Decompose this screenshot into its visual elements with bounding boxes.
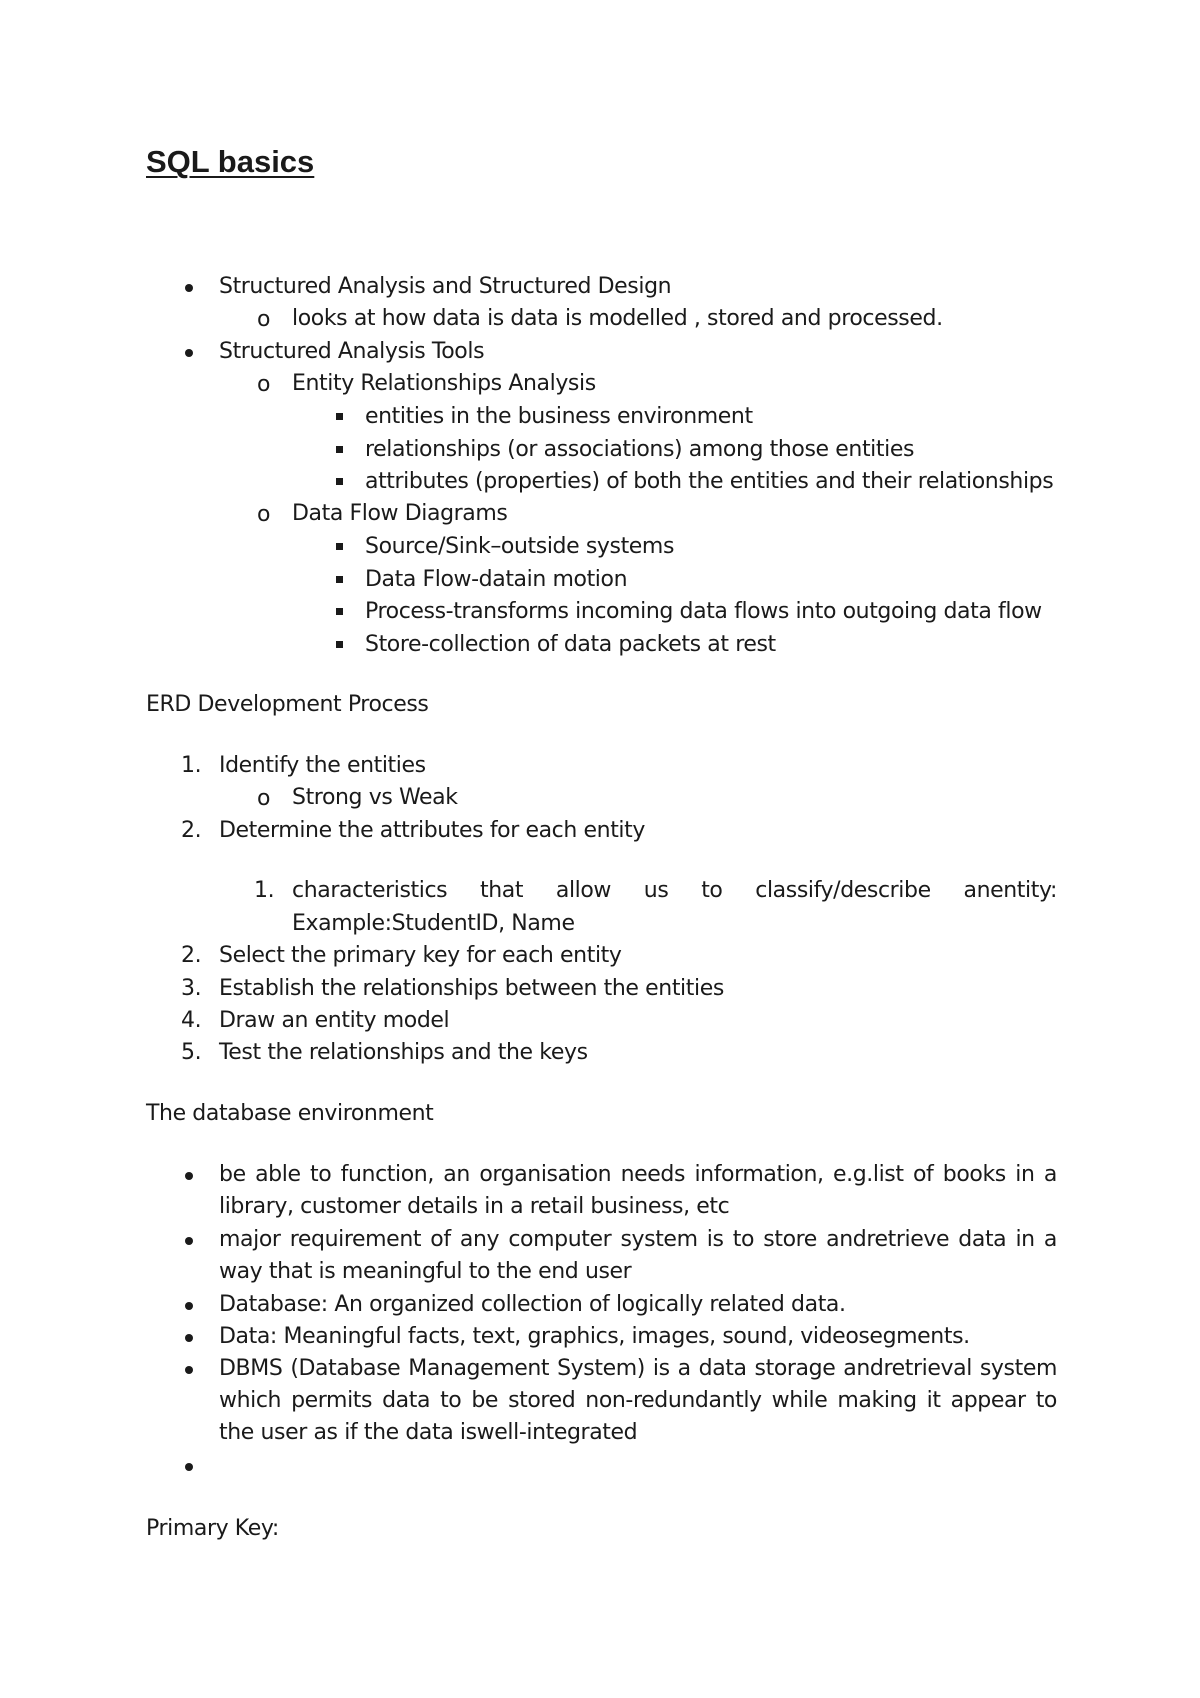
- list-item: Draw an entity model: [219, 1008, 450, 1033]
- section-heading: The database environment: [146, 1101, 434, 1126]
- section-heading: ERD Development Process: [146, 692, 429, 717]
- list-number: 2.: [181, 818, 202, 843]
- list-item: major requirement of any computer system is to store andretrieve data in a way that is meaningful to the end user: [219, 1227, 1057, 1284]
- list-number: 2.: [181, 943, 202, 968]
- list-number: 1.: [254, 878, 275, 903]
- list-item: Structured Analysis and Structured Design: [219, 274, 672, 299]
- page-title: SQL basics: [146, 144, 315, 179]
- sub-bullet-marker: o: [257, 502, 271, 527]
- square-bullet: [336, 608, 343, 615]
- list-item: Database: An organized collection of logically related data.: [219, 1292, 846, 1317]
- bullet-dot: [185, 284, 193, 292]
- list-item: Strong vs Weak: [292, 785, 458, 810]
- list-item: Select the primary key for each entity: [219, 943, 622, 968]
- bullet-dot: [185, 1334, 193, 1342]
- list-number: 1.: [181, 753, 202, 778]
- list-item: Data Flow Diagrams: [292, 501, 508, 526]
- list-item: Store-collection of data packets at rest: [365, 632, 776, 657]
- list-item: Structured Analysis Tools: [219, 339, 485, 364]
- list-item: Entity Relationships Analysis: [292, 371, 596, 396]
- square-bullet: [336, 413, 343, 420]
- bullet-dot: [185, 1172, 193, 1180]
- list-item: characteristics that allow us to classify/describe anentity:: [292, 878, 1057, 903]
- list-number: 3.: [181, 976, 202, 1001]
- list-item: Establish the relationships between the entities: [219, 976, 724, 1001]
- list-item: Test the relationships and the keys: [219, 1040, 588, 1065]
- list-item: Source/Sink–outside systems: [365, 534, 675, 559]
- list-item: DBMS (Database Management System) is a data storage andretrieval system which permits data to be stored non-redundantly while making it appear to the user as if the data iswell-integrated: [219, 1356, 1057, 1445]
- bullet-dot: [185, 349, 193, 357]
- square-bullet: [336, 641, 343, 648]
- bullet-dot: [185, 1302, 193, 1310]
- list-item: Data Flow-datain motion: [365, 567, 628, 592]
- list-item: Determine the attributes for each entity: [219, 818, 645, 843]
- list-item: Identify the entities: [219, 753, 426, 778]
- list-item: relationships (or associations) among those entities: [365, 437, 915, 462]
- list-item: entities in the business environment: [365, 404, 753, 429]
- bullet-dot: [185, 1366, 193, 1374]
- bullet-dot: [185, 1237, 193, 1245]
- list-item: Data: Meaningful facts, text, graphics, images, sound, videosegments.: [219, 1324, 970, 1349]
- list-item-continuation: Example:StudentID, Name: [292, 911, 575, 936]
- section-heading: Primary Key:: [146, 1516, 279, 1541]
- list-item: attributes (properties) of both the entities and their relationships: [365, 469, 1054, 494]
- square-bullet: [336, 446, 343, 453]
- bullet-dot: [185, 1463, 193, 1471]
- list-number: 5.: [181, 1040, 202, 1065]
- square-bullet: [336, 543, 343, 550]
- square-bullet: [336, 576, 343, 583]
- sub-bullet-marker: o: [257, 786, 271, 811]
- list-number: 4.: [181, 1008, 202, 1033]
- square-bullet: [336, 478, 343, 485]
- sub-bullet-marker: o: [257, 307, 271, 332]
- list-item: be able to function, an organisation needs information, e.g.list of books in a library, customer details in a retail business, etc: [219, 1162, 1057, 1219]
- sub-bullet-marker: o: [257, 372, 271, 397]
- list-item: looks at how data is data is modelled , stored and processed.: [292, 306, 943, 331]
- list-item: Process-transforms incoming data flows into outgoing data flow: [365, 599, 1042, 624]
